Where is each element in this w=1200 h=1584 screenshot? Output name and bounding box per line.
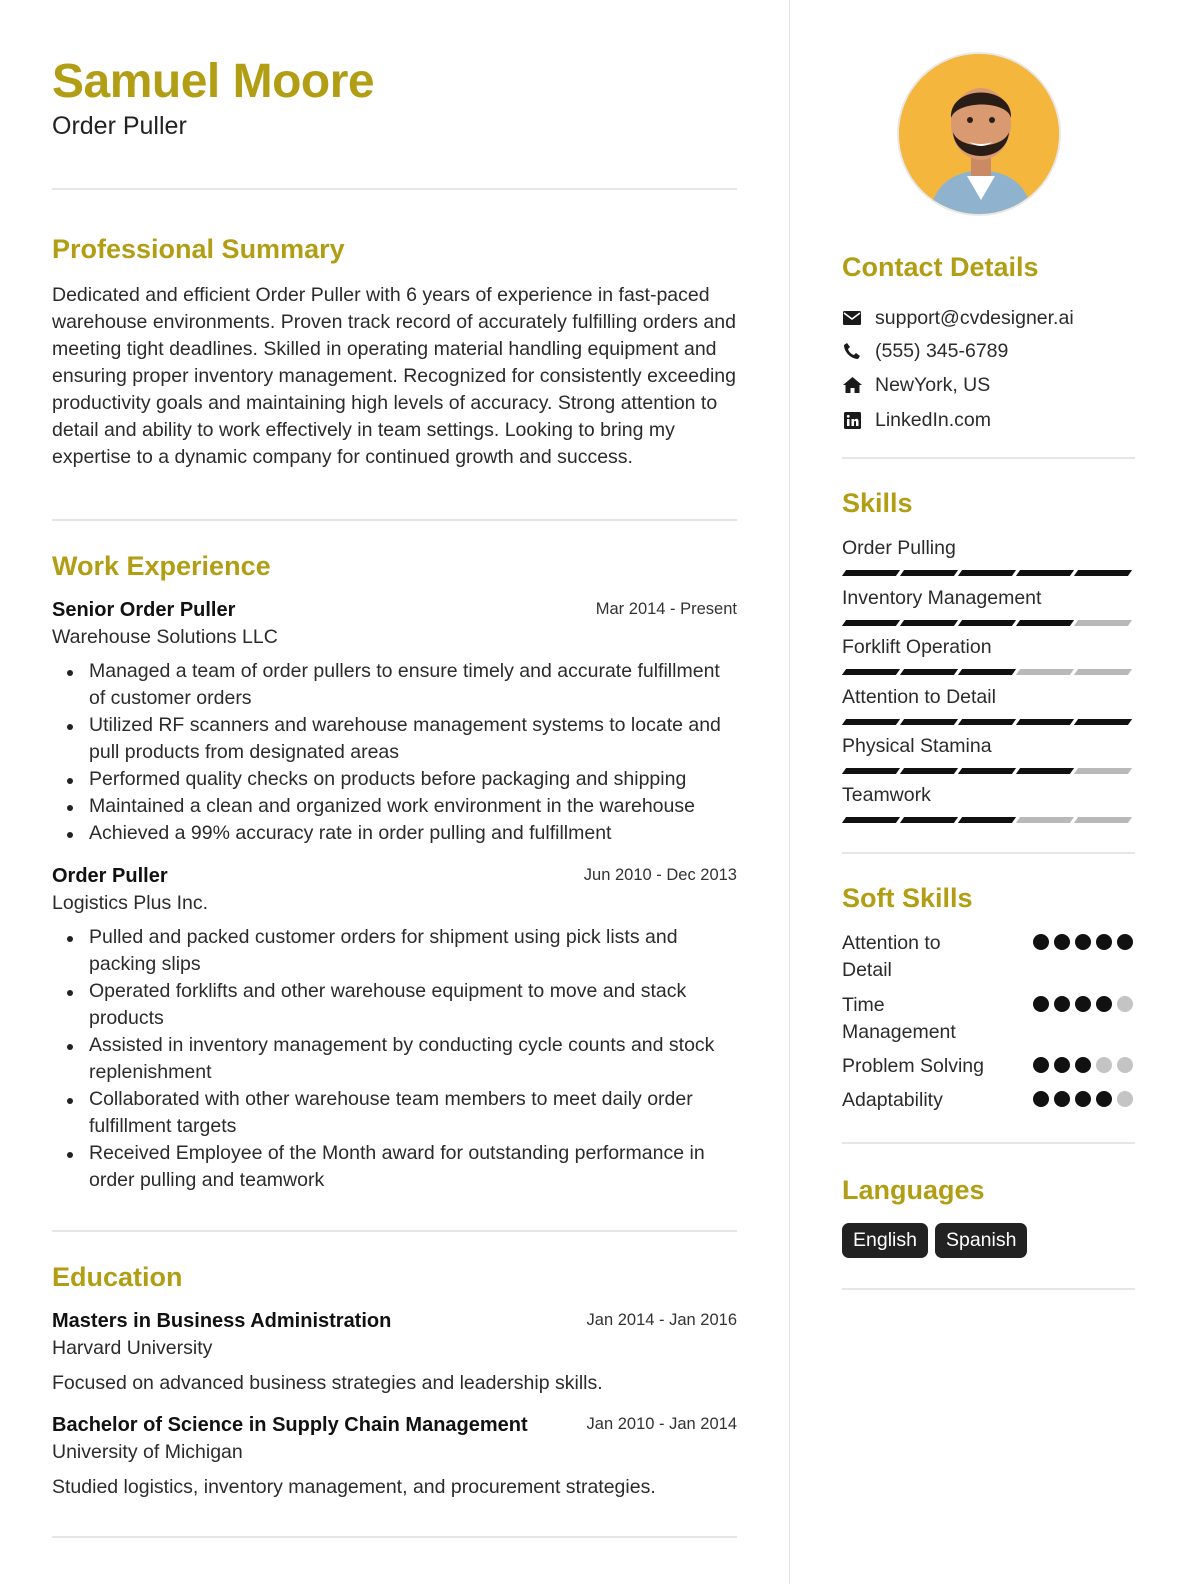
bullet-item: Operated forklifts and other warehouse equipment to move and stack products [52, 978, 737, 1032]
rating-dot [1054, 996, 1070, 1012]
skill-level-segment [842, 768, 900, 774]
skill-level-segment [958, 620, 1016, 626]
bullet-item: Utilized RF scanners and warehouse management systems to locate and pull products from designated areas [52, 712, 737, 766]
skill-item [842, 733, 1135, 774]
school-name: Harvard University [52, 1337, 213, 1359]
skill-level-bar [842, 570, 1135, 576]
candidate-name: Samuel Moore [52, 55, 375, 108]
language-badge: Spanish [935, 1223, 1027, 1258]
bullet-item: Managed a team of order pullers to ensure timely and accurate fulfillment of customer orders [52, 658, 737, 712]
soft-skill-item [842, 930, 1135, 984]
skill-level-segment [1074, 817, 1132, 823]
rating-dot [1096, 934, 1112, 950]
skill-level-segment [1016, 570, 1074, 576]
divider [52, 519, 737, 521]
skill-level-segment [1016, 669, 1074, 675]
rating-dot [1117, 1057, 1133, 1073]
home-icon [842, 375, 862, 395]
skill-level-segment [900, 768, 958, 774]
rating-dot [1075, 934, 1091, 950]
skill-level-segment [958, 669, 1016, 675]
divider [842, 852, 1135, 854]
rating-dot [1096, 1057, 1112, 1073]
rating-dot [1033, 934, 1049, 950]
skill-label: Attention to Detail [842, 686, 996, 708]
job-date: Jun 2010 - Dec 2013 [583, 866, 737, 884]
skill-level-segment [958, 570, 1016, 576]
skill-level-segment [842, 620, 900, 626]
bullet-item: Maintained a clean and organized work environment in the warehouse [52, 793, 737, 820]
contact-title: Contact Details [842, 252, 1039, 282]
linkedin-text: LinkedIn.com [875, 408, 991, 431]
divider [52, 1230, 737, 1232]
job-date: Mar 2014 - Present [595, 600, 737, 618]
rating-dot [1117, 996, 1133, 1012]
skills-title: Skills [842, 488, 913, 518]
bullet-item: Assisted in inventory management by conducting cycle counts and stock replenishment [52, 1032, 737, 1086]
skill-level-segment [1016, 719, 1074, 725]
soft-skill-label: Time Management [842, 994, 956, 1043]
contact-linkedin[interactable] [842, 405, 991, 435]
skill-label: Order Pulling [842, 537, 956, 559]
soft-skill-rating [1033, 1091, 1133, 1107]
bullet-item: Performed quality checks on products before packaging and shipping [52, 766, 737, 793]
divider [842, 457, 1135, 459]
email-text: support@cvdesigner.ai [875, 306, 1074, 329]
job-entry [52, 597, 737, 847]
skill-level-segment [900, 719, 958, 725]
skill-item [842, 684, 1135, 725]
skill-level-segment [958, 719, 1016, 725]
skill-level-segment [1074, 669, 1132, 675]
skill-level-segment [900, 669, 958, 675]
skill-level-segment [842, 719, 900, 725]
soft-skill-label: Adaptability [842, 1089, 943, 1111]
soft-skill-rating [1033, 1057, 1133, 1073]
contact-email[interactable] [842, 303, 1074, 333]
skill-level-segment [842, 669, 900, 675]
skill-level-segment [1074, 719, 1132, 725]
skill-label: Inventory Management [842, 587, 1042, 609]
linkedin-icon [842, 410, 862, 430]
rating-dot [1117, 1091, 1133, 1107]
skill-level-segment [842, 817, 900, 823]
rating-dot [1096, 996, 1112, 1012]
skill-item [842, 585, 1135, 626]
skill-level-segment [958, 817, 1016, 823]
skill-level-bar [842, 768, 1135, 774]
skill-level-bar [842, 719, 1135, 725]
soft-skill-item [842, 1053, 1135, 1080]
soft-skill-rating [1033, 934, 1133, 950]
skill-level-segment [1074, 570, 1132, 576]
skill-level-segment [958, 768, 1016, 774]
phone-text: (555) 345-6789 [875, 339, 1009, 362]
contact-location [842, 370, 990, 400]
job-entry [52, 863, 737, 1194]
job-bullets [52, 658, 737, 847]
degree-title: Masters in Business Administration [52, 1310, 392, 1332]
envelope-icon [842, 308, 862, 328]
job-company: Warehouse Solutions LLC [52, 626, 278, 648]
bullet-item: Achieved a 99% accuracy rate in order pulling and fulfillment [52, 820, 737, 847]
phone-icon [842, 341, 862, 361]
bullet-item: Received Employee of the Month award for outstanding performance in order pulling and teamwork [52, 1140, 737, 1194]
candidate-role: Order Puller [52, 112, 187, 140]
rating-dot [1033, 1057, 1049, 1073]
rating-dot [1075, 1057, 1091, 1073]
skill-item [842, 535, 1135, 576]
skill-level-segment [900, 817, 958, 823]
skill-level-segment [1016, 620, 1074, 626]
job-bullets [52, 924, 737, 1194]
job-title: Senior Order Puller [52, 599, 236, 621]
rating-dot [1033, 996, 1049, 1012]
skill-level-segment [1074, 768, 1132, 774]
bullet-item: Pulled and packed customer orders for shipment using pick lists and packing slips [52, 924, 737, 978]
skill-level-segment [1016, 817, 1074, 823]
skill-level-bar [842, 669, 1135, 675]
rating-dot [1054, 934, 1070, 950]
job-company: Logistics Plus Inc. [52, 892, 209, 914]
skill-label: Physical Stamina [842, 735, 992, 757]
soft-skill-label: Problem Solving [842, 1055, 984, 1077]
language-badge: English [842, 1223, 928, 1258]
rating-dot [1033, 1091, 1049, 1107]
skill-label: Forklift Operation [842, 636, 992, 658]
rating-dot [1117, 934, 1133, 950]
skill-item [842, 634, 1135, 675]
contact-phone[interactable] [842, 336, 1008, 366]
skill-item [842, 782, 1135, 823]
bullet-item: Collaborated with other warehouse team members to meet daily order fulfillment targets [52, 1086, 737, 1140]
divider [52, 1536, 737, 1538]
job-title: Order Puller [52, 865, 168, 887]
education-entry [52, 1308, 737, 1397]
education-entry [52, 1412, 737, 1501]
education-date: Jan 2014 - Jan 2016 [586, 1311, 737, 1329]
skill-level-segment [900, 620, 958, 626]
column-divider [789, 0, 790, 1584]
education-title: Education [52, 1262, 183, 1292]
skill-level-segment [1016, 768, 1074, 774]
summary-title: Professional Summary [52, 234, 345, 264]
rating-dot [1075, 996, 1091, 1012]
experience-title: Work Experience [52, 551, 271, 581]
education-desc: Focused on advanced business strategies and leadership skills. [52, 1372, 603, 1394]
soft-skill-item [842, 1087, 1135, 1114]
skill-level-segment [1074, 620, 1132, 626]
education-date: Jan 2010 - Jan 2014 [586, 1415, 737, 1433]
skill-level-segment [842, 570, 900, 576]
soft-skill-item [842, 992, 1135, 1046]
rating-dot [1075, 1091, 1091, 1107]
divider [842, 1288, 1135, 1290]
school-name: University of Michigan [52, 1441, 243, 1463]
soft-skills-title: Soft Skills [842, 883, 973, 913]
divider [842, 1142, 1135, 1144]
divider [52, 188, 737, 190]
skill-level-bar [842, 620, 1135, 626]
rating-dot [1054, 1091, 1070, 1107]
soft-skill-label: Attention to Detail [842, 932, 941, 981]
rating-dot [1054, 1057, 1070, 1073]
skill-level-segment [900, 570, 958, 576]
summary-text: Dedicated and efficient Order Puller with 6 years of experience in fast-paced warehouse environments. Proven track record of accurately fulfilling orders and meeting tight deadlines. Skilled in operating material handling equipment and ensuring proper inventory management. Recognized for consistently exceeding productivity goals and maintaining high levels of accuracy. Strong attention to detail and ability to work effectively in team settings. Looking to bring my expertise to a dynamic company for continued growth and success. [52, 284, 736, 468]
person-photo [899, 54, 1061, 216]
degree-title: Bachelor of Science in Supply Chain Management [52, 1414, 528, 1436]
education-desc: Studied logistics, inventory management, and procurement strategies. [52, 1476, 656, 1498]
rating-dot [1096, 1091, 1112, 1107]
languages-title: Languages [842, 1175, 985, 1205]
skill-label: Teamwork [842, 784, 931, 806]
location-text: NewYork, US [875, 373, 991, 396]
skill-level-bar [842, 817, 1135, 823]
avatar [897, 52, 1061, 216]
soft-skill-rating [1033, 996, 1133, 1012]
languages-list [842, 1223, 1027, 1258]
